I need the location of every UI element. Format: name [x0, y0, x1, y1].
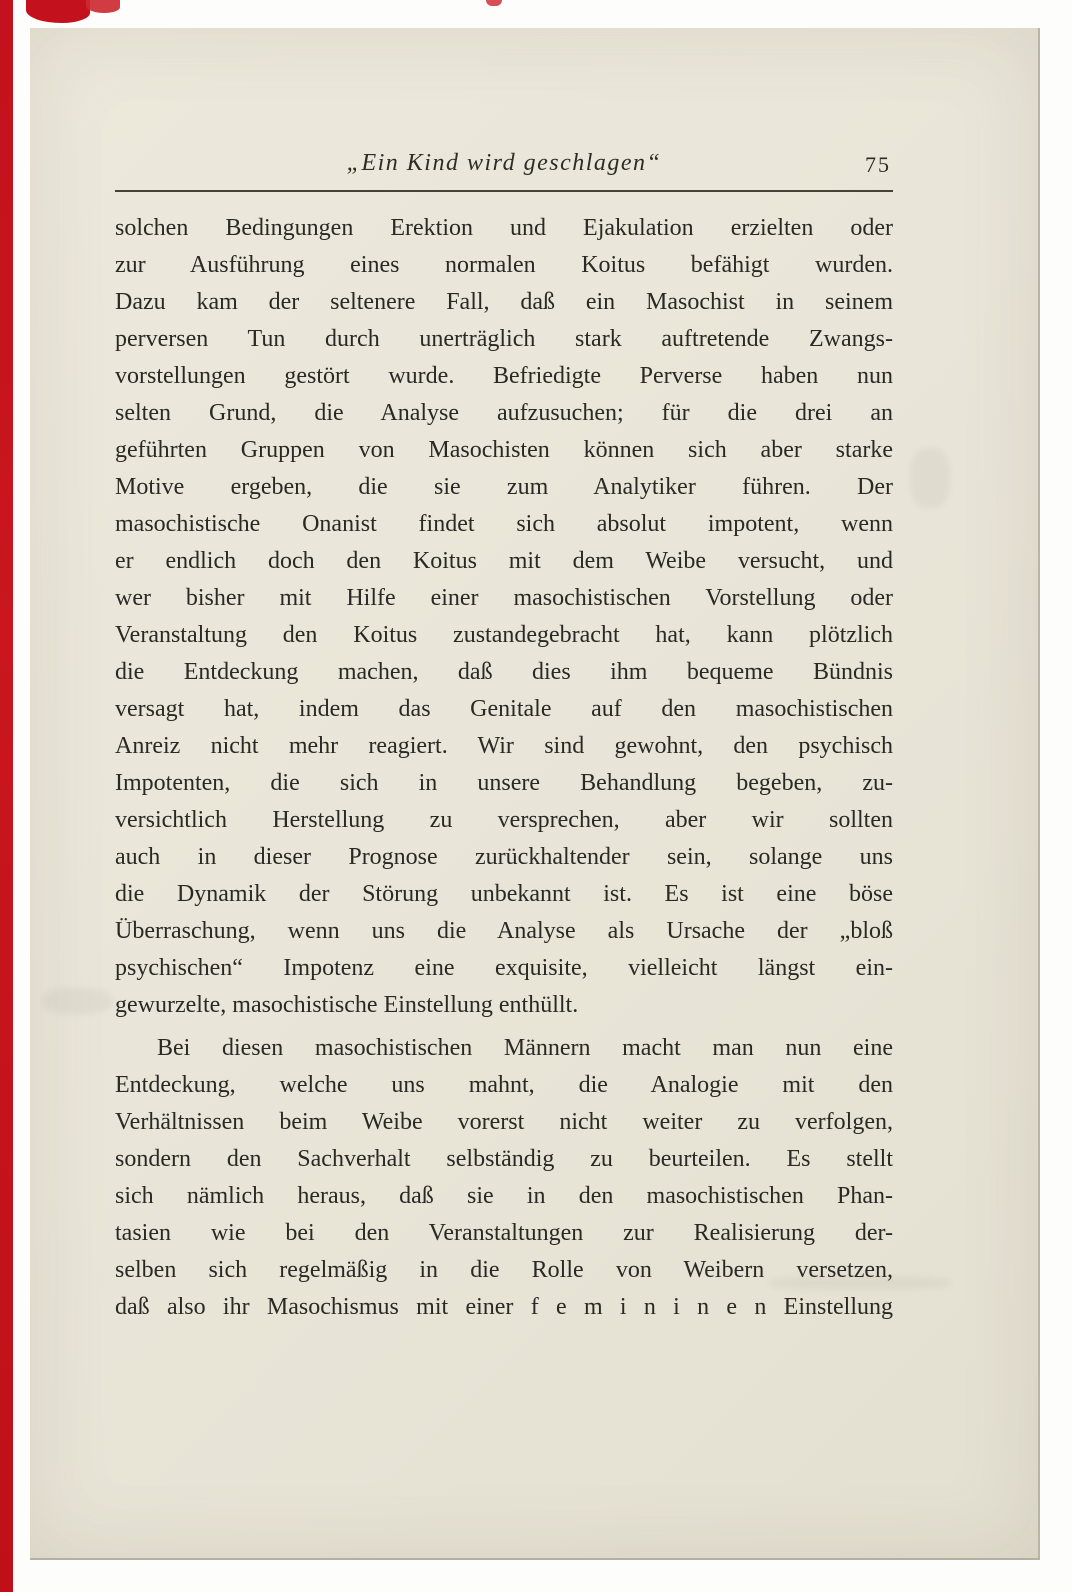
bleed-through-smudge — [42, 988, 112, 1014]
paragraph — [115, 1030, 893, 1326]
text-line: masochistische Onanist findet sich absolut impotent, wenn — [115, 511, 893, 537]
text-line: sich nämlich heraus, daß sie in den masochistischen Phan- — [115, 1183, 893, 1209]
text-line: Entdeckung, welche uns mahnt, die Analogie mit den — [115, 1072, 893, 1098]
text-line: geführten Gruppen von Masochisten können sich aber starke — [115, 437, 893, 463]
text-column — [115, 150, 893, 1326]
text-line: zur Ausführung eines normalen Koitus befähigt wurden. — [115, 252, 893, 278]
text-line: tasien wie bei den Veranstaltungen zur Realisierung der- — [115, 1220, 893, 1246]
scan-red-stain — [486, 0, 502, 6]
text-line: sondern den Sachverhalt selbständig zu beurteilen. Es stellt — [115, 1146, 893, 1172]
text-line: die Entdeckung machen, daß dies ihm bequeme Bündnis — [115, 659, 893, 685]
text-line: er endlich doch den Koitus mit dem Weibe versucht, und — [115, 548, 893, 574]
text-line: Anreiz nicht mehr reagiert. Wir sind gewohnt, den psychisch — [115, 733, 893, 759]
body-text — [115, 210, 893, 1326]
scan-red-stain — [26, 0, 90, 23]
scan-edge-red-stripe — [0, 0, 13, 1592]
paragraph — [115, 210, 893, 1024]
text-line: vorstellungen gestört wurde. Befriedigte Perverse haben nun — [115, 363, 893, 389]
text-line: selten Grund, die Analyse aufzusuchen; für die drei an — [115, 400, 893, 426]
text-line: Motive ergeben, die sie zum Analytiker führen. Der — [115, 474, 893, 500]
header-rule — [115, 190, 893, 192]
bleed-through-smudge — [910, 448, 950, 508]
text-line: perversen Tun durch unerträglich stark auftretende Zwangs- — [115, 326, 893, 352]
text-line: versichtlich Herstellung zu versprechen, aber wir sollten — [115, 807, 893, 833]
text-line: gewurzelte, masochistische Einstellung enthüllt. — [115, 992, 579, 1018]
text-line: Verhältnissen beim Weibe vorerst nicht weiter zu verfolgen, — [115, 1109, 893, 1135]
scan-red-stain — [86, 0, 120, 13]
page-number: 75 — [865, 152, 891, 177]
text-line: Veranstaltung den Koitus zustandegebracht hat, kann plötzlich — [115, 622, 893, 648]
text-line: selben sich regelmäßig in die Rolle von Weibern versetzen, — [115, 1257, 893, 1283]
text-line: wer bisher mit Hilfe einer masochistischen Vorstellung oder — [115, 585, 893, 611]
paper-sheet — [30, 28, 1040, 1560]
text-line: Dazu kam der seltenere Fall, daß ein Masochist in seinem — [115, 289, 893, 315]
text-line: die Dynamik der Störung unbekannt ist. Es ist eine böse — [115, 881, 893, 907]
text-line: auch in dieser Prognose zurückhaltender sein, solange uns — [115, 844, 893, 870]
text-line: Bei diesen masochistischen Männern macht man nun eine — [157, 1035, 893, 1061]
text-line: psychischen“ Impotenz eine exquisite, vielleicht längst ein- — [115, 955, 893, 981]
chapter-title: „Ein Kind wird geschlagen“ — [346, 150, 662, 176]
text-line: solchen Bedingungen Erektion und Ejakulation erzielten oder — [115, 215, 893, 241]
text-line: Überraschung, wenn uns die Analyse als Ursache der „bloß — [115, 918, 893, 944]
running-header — [115, 150, 893, 184]
text-line: versagt hat, indem das Genitale auf den masochistischen — [115, 696, 893, 722]
text-line: daß also ihr Masochismus mit einer f e m i n i n e n Einstellung — [115, 1294, 893, 1320]
text-line: Impotenten, die sich in unsere Behandlung begeben, zu- — [115, 770, 893, 796]
